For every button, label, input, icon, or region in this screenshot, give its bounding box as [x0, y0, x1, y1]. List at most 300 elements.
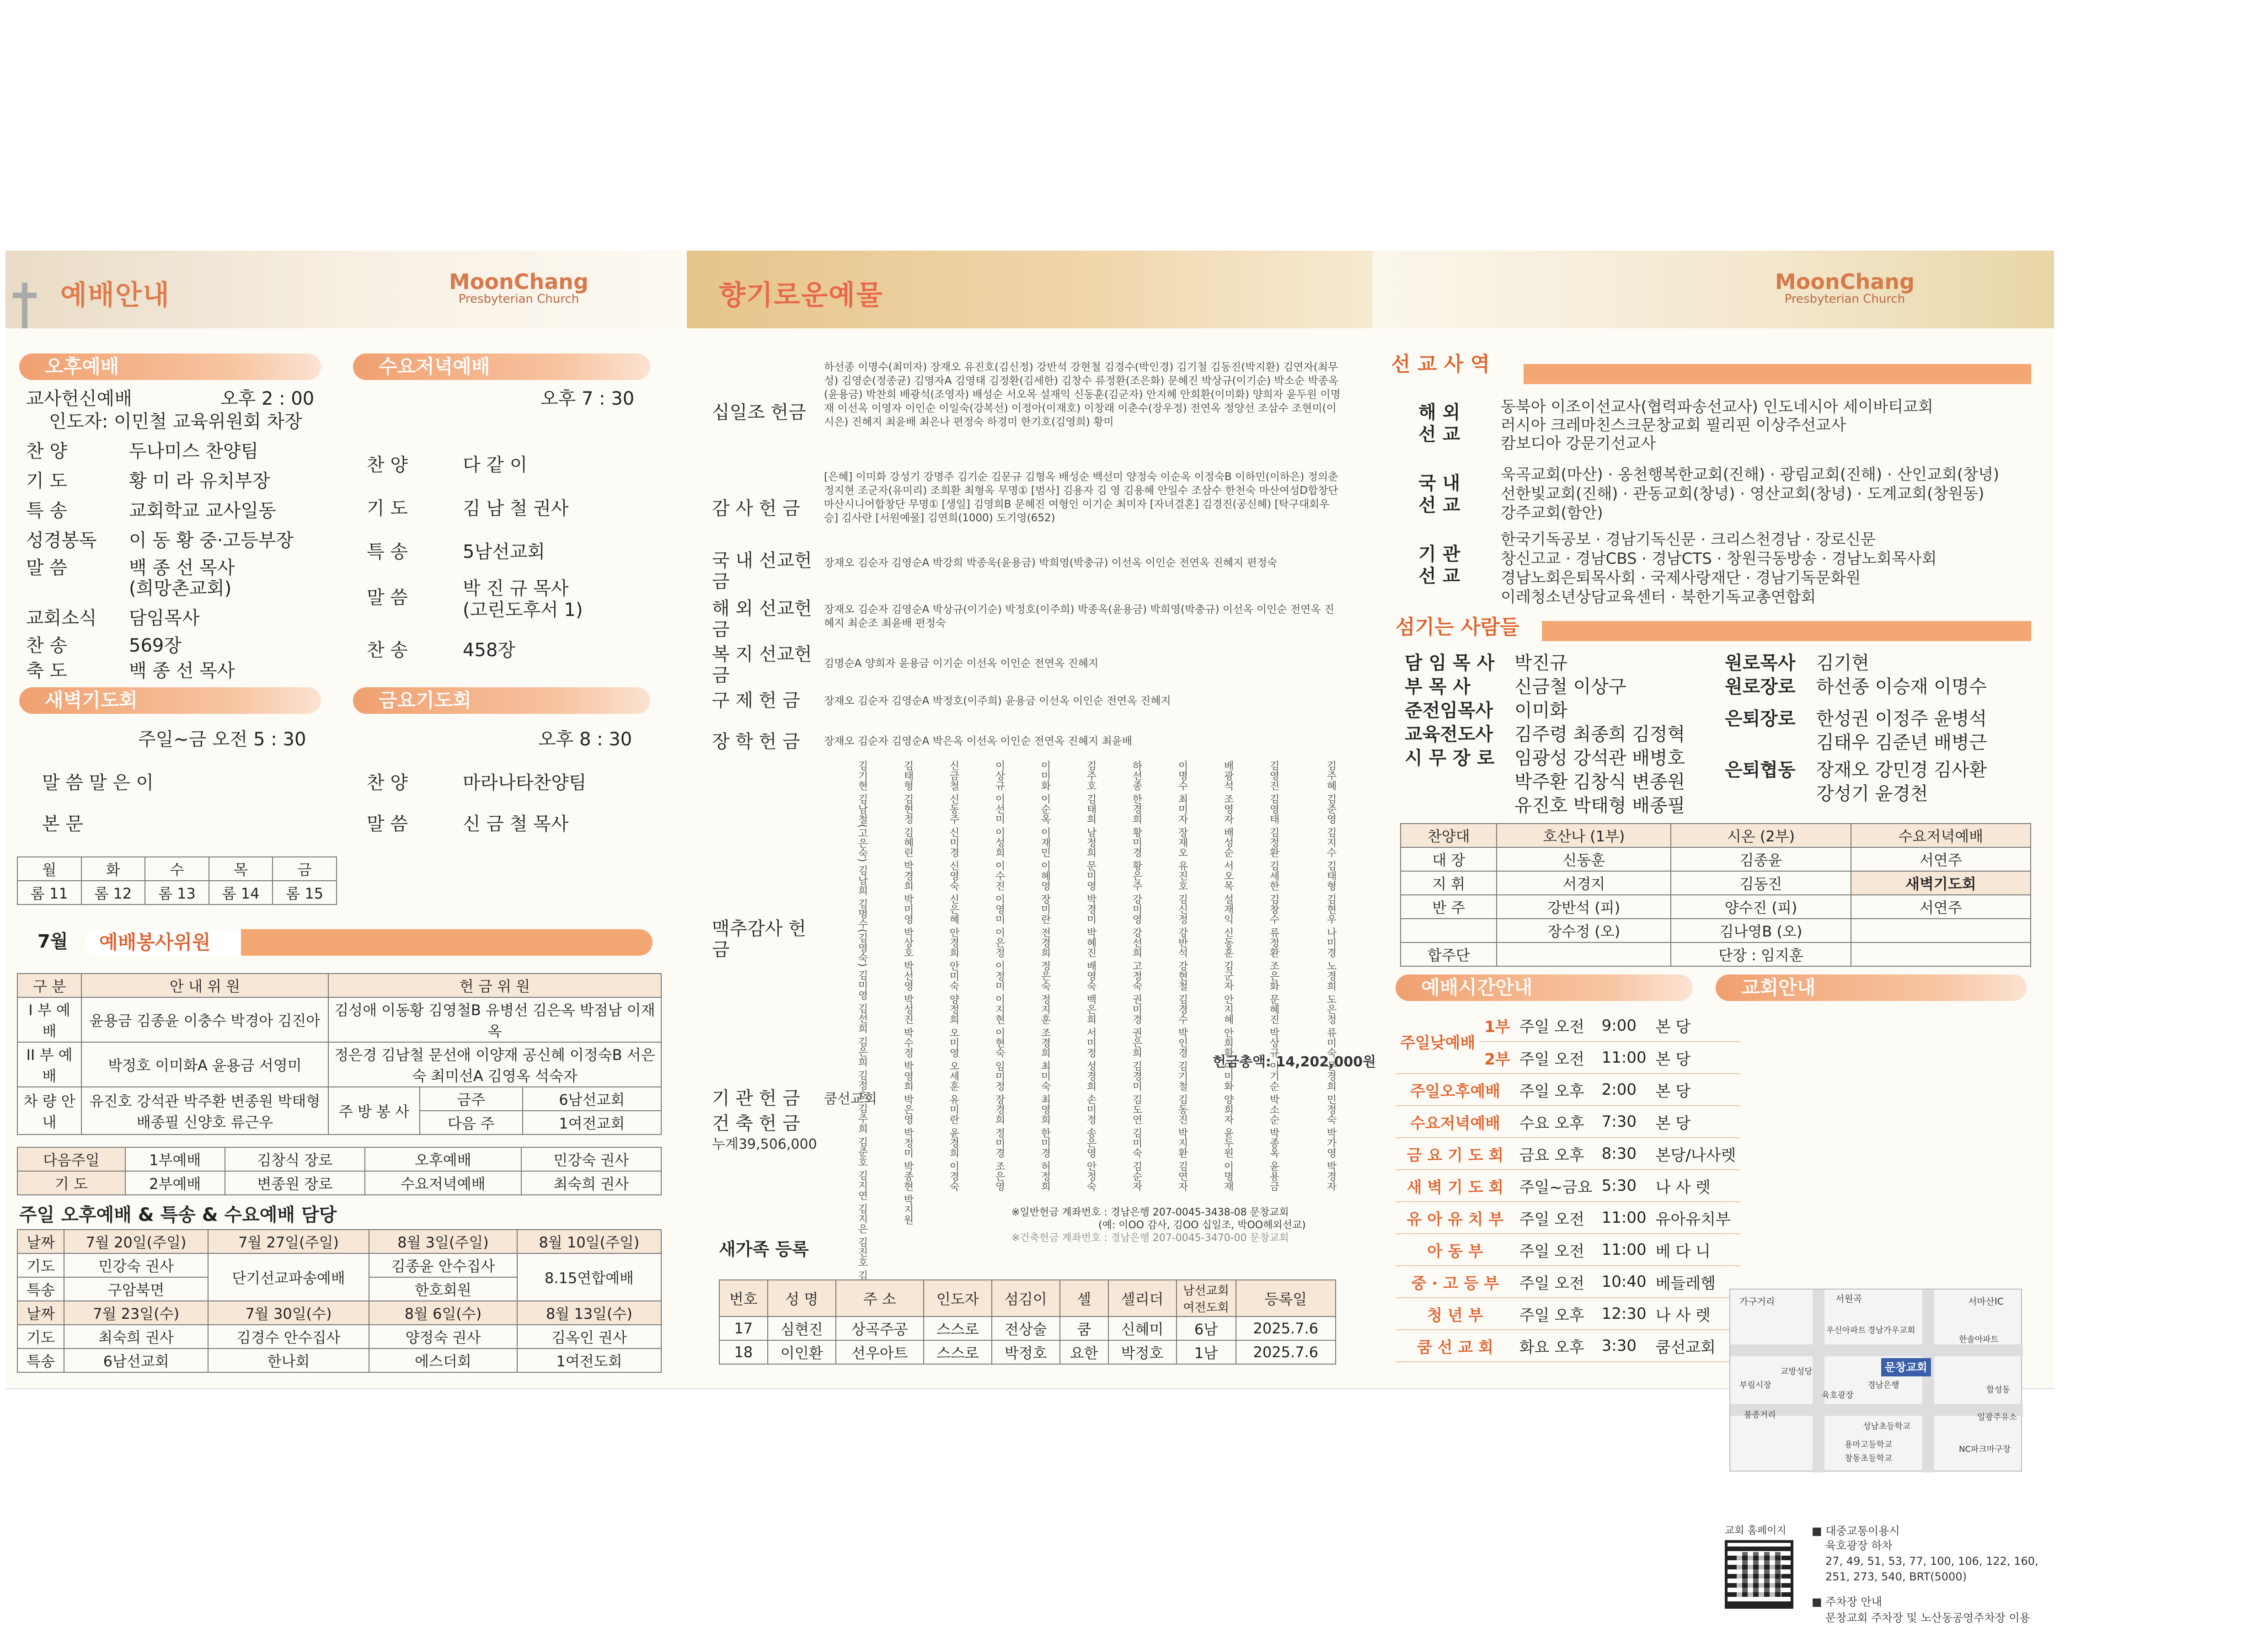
cell: 17 — [719, 1317, 768, 1340]
cell: 변종원 장로 — [225, 1171, 365, 1195]
cell: 7월 20일(주일) — [64, 1230, 208, 1253]
name-column: 신금철 신동주 신미경 신영숙 신은혜 안경희 안미숙 양정희 오미영 오세훈 유미란 윤경희 이경숙 — [948, 760, 959, 1191]
service-name: 유 아 유 치 부 — [1396, 1202, 1515, 1234]
names: 김기현 — [1816, 653, 1869, 674]
new-family-table — [719, 1279, 1336, 1365]
cell — [1851, 919, 2031, 942]
role: 교육전도사 — [1405, 724, 1493, 745]
col-header: 수요저녁예배 — [1851, 824, 2031, 847]
service-day: 화요 오후 — [1515, 1330, 1597, 1362]
mission-line: 캄보디아 강문기선교사 — [1501, 434, 1656, 453]
order-value: 이 동 황 중·고등부장 — [129, 530, 294, 551]
cell: 한나회 — [208, 1349, 369, 1372]
bus-line: 27, 49, 51, 53, 77, 100, 106, 122, 160, — [1825, 1555, 2038, 1568]
cell: 대 장 — [1401, 847, 1497, 871]
committee-month: 7월 — [37, 931, 68, 952]
col-header: 등록일 — [1236, 1280, 1336, 1317]
cell: 단기선교파송예배 — [208, 1253, 369, 1301]
order-label: 찬 양 — [367, 455, 408, 476]
service-time: 11:00 — [1597, 1042, 1651, 1074]
cell: 다음주일 — [17, 1147, 125, 1171]
service-place: 쿰선교회 — [1651, 1330, 1741, 1362]
driver-names: 유진호 강석관 박주환 변종원 박태형 배종필 신양호 류근우 — [81, 1087, 328, 1135]
name-column: 김기현 김남철(고은숙) 김남희 김명수(김영숙) 김미영 김선희 김은희 김정호 김주희 김준호 김지연 김지은 김진호 김창수 — [856, 760, 868, 1301]
cell: 서연주 — [1851, 895, 2031, 919]
cell: 스스로 — [924, 1340, 992, 1364]
choir-table — [1400, 823, 2031, 967]
service-part: 1부 — [1480, 1010, 1515, 1042]
afternoon-title: 오후예배 — [19, 353, 321, 380]
col-header: 인도자 — [924, 1280, 992, 1317]
names: 임광성 강석관 배병호 — [1514, 748, 1685, 769]
service-place: 본 당 — [1651, 1106, 1741, 1138]
service-time: 7:30 — [1597, 1106, 1651, 1138]
church-logo-right: MoonChang Presbyterian Church — [1775, 269, 1915, 306]
names: 한성권 이정주 윤병석 — [1816, 708, 1987, 729]
service-day: 금요 오후 — [1515, 1138, 1597, 1170]
cell: 지 휘 — [1401, 871, 1497, 895]
cell: 2025.7.6 — [1236, 1317, 1336, 1340]
cell: 쿰 — [1060, 1317, 1108, 1340]
cell: 김창식 장로 — [225, 1147, 365, 1171]
order-label: 찬 양 — [26, 441, 67, 462]
cell: 김경수 안수집사 — [208, 1325, 369, 1349]
names: 김태우 김준년 배병근 — [1816, 732, 1987, 753]
cell: 구암북면 — [64, 1277, 208, 1301]
bus-title: ■ 대중교통이용시 — [1812, 1525, 1900, 1537]
mission-line: 욱곡교회(마산) · 옹천행복한교회(진해) · 광림교회(진해) · 산인교회(창녕) — [1501, 466, 2000, 484]
cell: 8.15연합예배 — [517, 1253, 661, 1301]
people-title-bar — [1542, 621, 2031, 641]
mission-line: 강주교회(함안) — [1501, 504, 1603, 522]
service-day: 주일 오전 — [1515, 1234, 1597, 1266]
offering-total: 헌금총액: 14,202,000원 — [1213, 1054, 1376, 1070]
cell: 7월 30일(수) — [208, 1301, 369, 1325]
cell: 2부예배 — [125, 1171, 225, 1195]
service-name: 쿰 선 교 회 — [1396, 1330, 1515, 1362]
names: 신금철 이상구 — [1514, 676, 1626, 697]
worship-title: 예배안내 — [60, 279, 170, 311]
order-label: 특 송 — [26, 500, 67, 521]
church-map — [1729, 1289, 2022, 1472]
cell: 최숙희 권사 — [521, 1171, 661, 1195]
role: 원로장로 — [1725, 676, 1796, 697]
map-label: 서마산IC — [1968, 1296, 2004, 1307]
reading: 롬 15 — [273, 881, 337, 904]
names: 강성기 윤경천 — [1816, 783, 1928, 804]
service-day: 주일~금요 — [1515, 1170, 1597, 1202]
cell: 새벽기도회 — [1851, 871, 2031, 895]
offering-names: 김명순A 양희자 윤용금 이기순 이선옥 이인순 전연옥 진혜지 — [824, 658, 1099, 669]
cell — [1851, 942, 2031, 966]
col-header: 남선교회 여전도회 — [1177, 1280, 1236, 1317]
col-header: 셀 — [1060, 1280, 1108, 1317]
order-label: 찬 송 — [26, 635, 67, 656]
cell: 김나영B (오) — [1671, 919, 1851, 942]
map-label: 합성동 — [1986, 1385, 2011, 1395]
service-name: 청 년 부 — [1396, 1298, 1515, 1330]
col-header: 셀리더 — [1108, 1280, 1177, 1317]
service-place: 나 사 렛 — [1651, 1298, 1741, 1330]
offering-names: 정은경 김남철 문선애 이양재 공신혜 이정숙B 서은숙 최미선A 김영옥 석숙자 — [328, 1042, 661, 1087]
col-header: 번호 — [719, 1280, 768, 1317]
order-value: 두나미스 찬양팀 — [129, 441, 259, 462]
mission-group-label: 국 내 선 교 — [1418, 473, 1460, 516]
offering-names: 김성애 이동황 김영철B 유병선 김은옥 박점남 이재옥 — [328, 997, 661, 1042]
cell: 양수진 (피) — [1671, 895, 1851, 919]
order-label: 찬 양 — [367, 772, 408, 793]
name-column: 김주호 김태희 남정희 문미영 박경미 박혜진 배영숙 백은희 서미정 성경희 손미정 송은영 안정숙 — [1085, 760, 1097, 1191]
schedule-table — [1396, 1010, 1740, 1362]
cell: 선우아트 — [836, 1340, 924, 1364]
order-value: 다 같 이 — [463, 455, 528, 476]
role: 준전임목사 — [1405, 700, 1493, 721]
col-header: 찬양대 — [1401, 824, 1497, 847]
cell: 6남선교회 — [64, 1349, 208, 1372]
cell: 강반석 (피) — [1497, 895, 1671, 919]
mission-line: 선한빛교회(진해) · 관동교회(창녕) · 영산교회(창녕) · 도계교회(창원동) — [1501, 485, 1984, 503]
offering-label: 장 학 헌 금 — [712, 731, 800, 752]
weekday-reading-table — [17, 856, 337, 905]
service-place: 베들레헴 — [1651, 1266, 1741, 1298]
new-family-title: 새가족 등록 — [719, 1239, 809, 1259]
service-day: 주일 오전 — [1515, 1266, 1597, 1298]
dawn-time: 주일~금 오전 5 : 30 — [138, 729, 306, 750]
service-part: 2부 — [1480, 1042, 1515, 1074]
parking-title: ■ 주차장 안내 — [1812, 1595, 1882, 1608]
service-time: 11:00 — [1597, 1202, 1651, 1234]
map-label: 창동초등학교 — [1845, 1454, 1893, 1463]
order-label: 기 도 — [367, 498, 408, 519]
col-header: 호산나 (1부) — [1497, 824, 1671, 847]
cross-icon — [11, 283, 38, 328]
role: 부 목 사 — [1405, 676, 1471, 697]
map-label: 성남초등학교 — [1863, 1422, 1911, 1431]
cell: 심현진 — [768, 1317, 836, 1340]
order-value: (고린도후서 1) — [463, 599, 583, 621]
cell: 상곡주공 — [836, 1317, 924, 1340]
cell: 서경지 — [1497, 871, 1671, 895]
cell — [1401, 919, 1497, 942]
col-header: 구 분 — [17, 974, 81, 997]
name-column: 이상규 이선미 이성희 이수진 이영미 이은정 이정미 이지현 이현숙 임미정 장경희 정미경 조은영 — [994, 760, 1005, 1191]
mission-line: 한국기독공보 · 경남기독신문 · 크리스천경남 · 장로신문 — [1501, 530, 1876, 549]
cell: 전상술 — [992, 1317, 1060, 1340]
account-general: ※일반헌금 계좌번호 : 경남은행 207-0045-3438-08 문창교회 — [1011, 1207, 1289, 1218]
friday-time: 오후 8 : 30 — [538, 729, 632, 750]
cell: 특송 — [17, 1277, 64, 1301]
cell: 김종윤 안수집사 — [369, 1253, 517, 1277]
mission-line: 창신고교 · 경남CBS · 경남CTS · 창원극동방송 · 경남노회목사회 — [1501, 550, 1937, 568]
dawn-label: 말 씀 말 은 이 — [42, 772, 154, 793]
cell: 2025.7.6 — [1236, 1340, 1336, 1364]
order-value: 김 남 철 권사 — [463, 498, 569, 519]
service-time: 8:30 — [1597, 1138, 1651, 1170]
order-label: 찬 송 — [367, 640, 408, 661]
cell: 기도 — [17, 1253, 64, 1277]
order-value: 신 금 철 목사 — [463, 814, 569, 835]
map-label: 불종거리 — [1744, 1410, 1776, 1420]
duty-title: 주일 오후예배 & 특송 & 수요예배 담당 — [19, 1204, 337, 1226]
name-column: 이미화 이순옥 이재민 이혜영 장미란 전경희 정은숙 정지훈 조경희 최미숙 최영희 한미경 허정희 — [1039, 760, 1051, 1191]
map-label: 일광주유소 — [1977, 1413, 2017, 1422]
offering-names: 장재오 김순자 김영순A 박상규(이기순) 박정호(이주희) 박종옥(윤용금) 박희영(박충규) 이선옥 이인순 전연옥 진혜지 최순조 최윤배 편정숙 — [824, 604, 1335, 629]
mission-group-label: 기 관 선 교 — [1418, 544, 1460, 587]
offering-label: 십일조 헌금 — [712, 402, 806, 423]
offering-banner — [687, 251, 1373, 328]
service-place: 본 당 — [1651, 1074, 1741, 1106]
order-value: 5남선교회 — [463, 541, 546, 562]
cell: 1부예배 — [125, 1147, 225, 1171]
cell: 8월 3일(주일) — [369, 1230, 517, 1253]
service-place: 나 사 렛 — [1651, 1170, 1741, 1202]
cell: 박정호 — [1108, 1340, 1177, 1364]
map-label: 경남은행 — [1867, 1381, 1899, 1390]
order-value: 마라나타찬양팀 — [463, 772, 587, 793]
dawn-label: 본 문 — [42, 814, 83, 835]
offering-label: 감 사 헌 금 — [712, 498, 800, 519]
cell: 김동진 — [1671, 871, 1851, 895]
map-label: 서원곡 — [1835, 1293, 1862, 1304]
map-label: 용마고등학교 — [1845, 1440, 1893, 1450]
cell: 신혜미 — [1108, 1317, 1177, 1340]
service-time: 11:00 — [1597, 1234, 1651, 1266]
cell: 김종윤 — [1671, 847, 1851, 871]
offering-names: 장재오 김순자 김영순A 박은옥 이선옥 이인순 전연옥 진혜지 최윤배 — [824, 735, 1133, 747]
names: 박진규 — [1514, 653, 1567, 674]
map-label: 교방성당 — [1781, 1367, 1813, 1376]
map-road — [1813, 1290, 1824, 1472]
service-place: 본 당 — [1651, 1010, 1741, 1042]
service-time: 10:40 — [1597, 1266, 1651, 1298]
col-header: 주 소 — [836, 1280, 924, 1317]
homepage-label: 교회 홈페이지 — [1725, 1525, 1787, 1536]
homepage-qr-code[interactable] — [1725, 1540, 1793, 1609]
service-day: 주일 오후 — [1515, 1074, 1597, 1106]
day: 수 — [145, 857, 209, 881]
church-info-title: 교회안내 — [1716, 974, 2027, 1001]
map-road — [1922, 1290, 1934, 1472]
bulletin-sheet — [5, 251, 2054, 1624]
order-label: 교회소식 — [26, 608, 97, 629]
afternoon-leader: 인도자: 이민철 교육위원회 차장 — [49, 411, 302, 432]
cell: 날짜 — [17, 1301, 64, 1325]
offering-label: 맥추감사 헌금 — [712, 918, 806, 960]
names: 김주령 최종희 김정혁 — [1514, 724, 1685, 745]
service-day: 주일 오전 — [1515, 1010, 1597, 1042]
service-place: 유아유치부 — [1651, 1202, 1741, 1234]
kitchen-label: 주 방 봉 사 — [328, 1087, 420, 1135]
order-value: 황 미 라 유치부장 — [129, 471, 270, 492]
duty-table — [17, 1229, 662, 1373]
bus-line: 251, 273, 540, BRT(5000) — [1825, 1570, 1967, 1583]
reading: 롬 11 — [17, 881, 81, 904]
org-offering-value: 쿰선교회 — [824, 1091, 877, 1107]
cell: 서연주 — [1851, 847, 2031, 871]
wednesday-title: 수요저녁예배 — [353, 353, 650, 380]
order-label: 말 씀 — [367, 814, 408, 835]
committee-title: 예배봉사위원 — [86, 929, 653, 956]
cell: 민강숙 권사 — [64, 1253, 208, 1277]
names: 이미화 — [1514, 700, 1567, 721]
name-column: 김태형 김현정 김혜린 박경희 박미영 박상호 박선영 박성진 박수정 박영희 박은영 박정미 박종현 박지원 — [902, 760, 914, 1225]
bus-line: 육호광장 하차 — [1825, 1539, 1893, 1552]
service-time: 12:30 — [1597, 1298, 1651, 1330]
mission-group-label: 해 외 선 교 — [1418, 402, 1460, 445]
order-value: 569장 — [129, 635, 182, 656]
col-header: 안 내 위 원 — [81, 974, 328, 997]
order-label: 특 송 — [367, 541, 408, 562]
cell: 6남 — [1177, 1317, 1236, 1340]
service-name: 금 요 기 도 회 — [1396, 1138, 1515, 1170]
day: 목 — [209, 857, 273, 881]
offering-names: 장재오 김순자 김영순A 박정호(이주희) 윤용금 이선옥 이인순 전연옥 진혜지 — [824, 695, 1171, 707]
cell: 양정숙 권사 — [369, 1325, 517, 1349]
service-time: 9:00 — [1597, 1010, 1651, 1042]
people-title: 섬기는 사람들 — [1396, 615, 1519, 639]
service-place: 본 당 — [1651, 1042, 1741, 1074]
service-day: 주일 오전 — [1515, 1042, 1597, 1074]
role: 은퇴장로 — [1725, 708, 1796, 729]
names: 장재오 강민경 김사환 — [1816, 760, 1987, 781]
service-name: 새 벽 기 도 회 — [1396, 1170, 1515, 1202]
name-column: 김영진 김영태 김정환 김세한 김창수 류정환 조은화 문혜진 박상규 이기순 박소순 박종옥 윤용금 — [1268, 760, 1279, 1191]
church-map-marker: 문창교회 — [1881, 1358, 1931, 1376]
cell: 7월 23일(수) — [64, 1301, 208, 1325]
friday-title: 금요기도회 — [353, 687, 650, 714]
order-value: 교회학교 교사일동 — [129, 500, 276, 521]
reading: 롬 12 — [81, 881, 145, 904]
right-banner — [1373, 251, 2054, 328]
service-time: 3:30 — [1597, 1330, 1651, 1362]
worship-banner — [5, 251, 687, 328]
order-value: 백 종 선 목사 — [129, 557, 235, 578]
name-column: 배광석 조영자 배성순 서오목 설재익 신동훈 김군자 안지혜 안희환 이미화 양희자 윤두원 이명재 — [1222, 760, 1234, 1191]
service-time: 2:00 — [1597, 1074, 1651, 1106]
cell: 박정호 — [992, 1340, 1060, 1364]
map-label: 육호광장 — [1822, 1391, 1854, 1400]
offering-names: 장재오 김순자 김영순A 박강희 박종욱(윤용금) 박희영(박충규) 이선옥 이인순 전연옥 진혜지 편정숙 — [824, 557, 1278, 569]
service-day: 주일 오후 — [1515, 1298, 1597, 1330]
afternoon-service-name: 교사헌신예배 — [26, 388, 132, 409]
wednesday-time: 오후 7 : 30 — [540, 388, 635, 409]
church-logo: MoonChang Presbyterian Church — [449, 269, 588, 306]
afternoon-time: 오후 2 : 00 — [220, 388, 315, 409]
names: 유진호 박태형 배종필 — [1514, 795, 1685, 816]
order-label: 성경봉독 — [26, 530, 97, 551]
cell: 최숙희 권사 — [64, 1325, 208, 1349]
role: 시 무 장 로 — [1405, 748, 1495, 769]
cell: 요한 — [1060, 1340, 1108, 1364]
cell: 민강숙 권사 — [521, 1147, 661, 1171]
offering-label: 국 내 선교헌금 — [712, 550, 812, 592]
order-label: 말 씀 — [367, 587, 408, 608]
offering-names: 하선종 이명수(최미자) 장재오 유진호(김신정) 강반석 강현철 김경수(박인경) 김기철 김동진(박지환) 김연자(최무성) 김영순(정종균) 김영자A 김영태 김정환(김세한) 김창수 류정환(조은화) 문혜진 박상규(이기순) 박소순 박종옥(윤용금) 박찬희 배광석(조영자) 배성순 서오목 설재익 신동훈(김군자) 안지혜 안희환(이미화) 양희자 윤두원 이명재 이선옥 이영자 이인순 이일숙(강복선) 이정아(이재호) 이창래 이춘수(장우정) 전연옥 정양선 조삼수 조현미(이시은) 진혜지 최윤배 최은나 편정숙 하경미 한기호(김영희) 황미 — [824, 361, 1341, 428]
cell: 에스더회 — [369, 1349, 517, 1372]
role: 원로목사 — [1725, 653, 1796, 674]
cell: 한호회원 — [369, 1277, 517, 1301]
col-header: 성 명 — [768, 1280, 836, 1317]
order-value: 백 종 선 목사 — [129, 660, 235, 681]
kitchen-team: 6남선교회 — [523, 1087, 661, 1111]
service-name: 주일낮예배 — [1396, 1010, 1480, 1074]
kitchen-team: 1여전교회 — [523, 1111, 661, 1135]
building-offering-label: 건 축 헌 금 — [712, 1113, 800, 1134]
cell: 8월 6일(수) — [369, 1301, 517, 1325]
service-time: 5:30 — [1597, 1170, 1651, 1202]
cell: 8월 13일(수) — [517, 1301, 661, 1325]
order-label: 축 도 — [26, 660, 67, 681]
names: 하선종 이승재 이명수 — [1816, 676, 1987, 697]
account-building: ※건축헌금 계좌번호 : 경남은행 207-0045-3470-00 문창교회 — [1011, 1232, 1289, 1244]
mission-line: 경남노회은퇴목사회 · 국제사랑재단 · 경남기독문화원 — [1501, 569, 1861, 587]
name-column: 김주혜 김준영 김지수 김태형 김현우 나미경 노경희 도은정 류미숙 문경희 민정숙 박가영 박경자 — [1325, 760, 1337, 1191]
service-place: 베 다 니 — [1651, 1234, 1741, 1266]
mission-title-bar — [1524, 364, 2031, 384]
offering-title: 향기로운예물 — [719, 279, 883, 311]
day: 월 — [17, 857, 81, 881]
offering-label: 복 지 선교헌금 — [712, 644, 812, 686]
cell: 1여전도회 — [517, 1349, 661, 1372]
dawn-title: 새벽기도회 — [19, 687, 321, 714]
map-label: NC파크마구장 — [1959, 1445, 2011, 1454]
offering-label: 구 제 헌 금 — [712, 690, 800, 711]
map-label: 부림시장 — [1739, 1381, 1771, 1390]
name-column: 하선종 한경희 황미경 황은주 강미영 강선희 고정숙 권미경 권은희 김경미 김도연 김미숙 김순자 — [1131, 760, 1142, 1191]
cell: 8월 10일(주일) — [517, 1230, 661, 1253]
mission-title: 선 교 사 역 — [1391, 353, 1490, 376]
cell: 날짜 — [17, 1230, 64, 1253]
service-day: 주일 오전 — [1515, 1202, 1597, 1234]
cell: 합주단 — [1401, 942, 1497, 966]
order-label: 기 도 — [26, 471, 67, 492]
cell — [1497, 942, 1671, 966]
reading: 롬 13 — [145, 881, 209, 904]
mission-line: 러시아 크레마친스크문창교회 필리핀 이상주선교사 — [1501, 416, 1846, 434]
mission-line: 동북아 이조이선교사(협력파송선교사) 인도네시아 세이바티교회 — [1501, 398, 1933, 416]
next-sunday-table — [17, 1147, 662, 1195]
map-label: 경남가우교회 — [1867, 1326, 1915, 1335]
role: 은퇴협동 — [1725, 760, 1796, 781]
service-name: 중 · 고 등 부 — [1396, 1266, 1515, 1298]
usher-names: 윤용금 김종윤 이충수 박경아 김진아 — [81, 997, 328, 1042]
cell: 1남 — [1177, 1340, 1236, 1364]
service-day: 수요 오후 — [1515, 1106, 1597, 1138]
cell: 이인환 — [768, 1340, 836, 1364]
cell: 기도 — [17, 1325, 64, 1349]
cell: 오후예배 — [365, 1147, 521, 1171]
cell: 스스로 — [924, 1317, 992, 1340]
order-value: 458장 — [463, 640, 515, 661]
committee-table — [17, 973, 662, 1135]
offering-names: [은혜] 이미화 강성기 강명주 김기순 김문규 김형옥 배성순 백선미 양정숙 이순옥 이정숙B 이하민(이하은) 정의춘 정지현 조군자(유미리) 조희환 최형옥 무명① [범사] 김용자 김 영 김용혜 안일수 조삼수 한천숙 마산여성D합창단 마산시니어합창단 무명① [생일] 김영희B 문혜진 여형인 이기순 최미자 [자녀결혼] 김경진(공신혜) [탁구대회우승] 김사란 [서원예물] 김연희(1000) 도기영(652) — [824, 471, 1338, 524]
service-name: 주일오후예배 — [1396, 1074, 1515, 1106]
service-name: 수요저녁예배 — [1396, 1106, 1515, 1138]
col-header: 헌 금 위 원 — [328, 974, 661, 997]
names: 박주환 김창식 변종원 — [1514, 771, 1685, 792]
cell: 반 주 — [1401, 895, 1497, 919]
cell: 장수정 (오) — [1497, 919, 1671, 942]
cell: 특송 — [17, 1349, 64, 1372]
schedule-title: 예배시간안내 — [1396, 974, 1693, 1001]
row-label: II 부 예 배 — [17, 1042, 81, 1087]
cell: 18 — [719, 1340, 768, 1364]
week-label: 다음 주 — [420, 1111, 523, 1135]
cell: 신동훈 — [1497, 847, 1671, 871]
mission-line: 이레청소년상담교육센터 · 북한기독교총연합회 — [1501, 588, 1816, 606]
col-header: 섬김이 — [992, 1280, 1060, 1317]
building-offering-total: 누계39,506,000 — [712, 1136, 817, 1152]
